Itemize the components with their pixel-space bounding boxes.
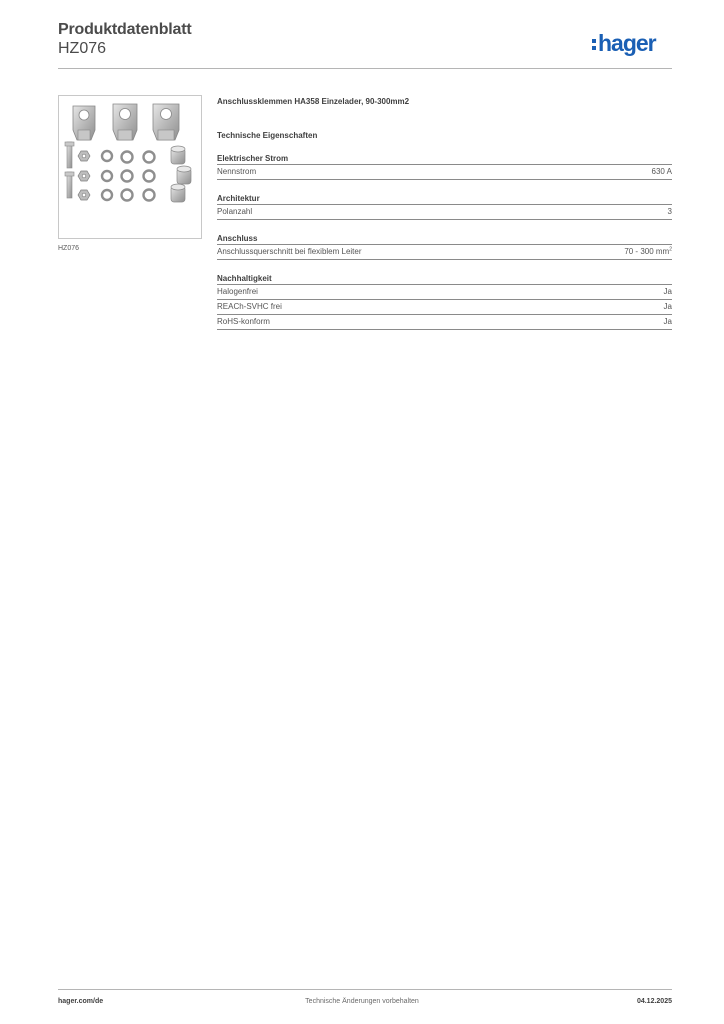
spec-group-elektrischer-strom xyxy=(217,153,672,180)
sleeve-icon xyxy=(171,146,191,202)
spec-group-anschluss xyxy=(217,233,672,260)
spec-row xyxy=(217,300,672,315)
spec-row xyxy=(217,165,672,180)
spec-value: Ja xyxy=(663,302,672,311)
spec-value-superscript: 2 xyxy=(669,246,672,253)
spec-value: 3 xyxy=(667,207,672,216)
spec-row xyxy=(217,245,672,260)
logo-dots-icon xyxy=(592,39,596,50)
image-caption: HZ076 xyxy=(58,245,80,252)
product-image xyxy=(58,95,202,239)
spec-value: 630 A xyxy=(651,167,672,176)
hager-logo[interactable] xyxy=(592,28,656,58)
spec-row xyxy=(217,315,672,330)
product-description: Anschlussklemmen HA358 Einzelader, 90-300mm2 xyxy=(217,97,410,106)
nut-icon xyxy=(78,151,90,200)
lug-icon xyxy=(153,104,179,140)
spec-row xyxy=(217,285,672,300)
header-divider xyxy=(58,68,672,69)
lug-icon xyxy=(113,104,137,140)
spec-value-wrap xyxy=(624,245,672,259)
spec-value: 70 - 300 mm xyxy=(624,247,670,256)
group-title: Elektrischer Strom xyxy=(217,153,672,165)
spec-label: REACh-SVHC frei xyxy=(217,302,282,311)
spec-value: Ja xyxy=(663,317,672,326)
spec-label: Anschlussquerschnitt bei flexiblem Leiter xyxy=(217,247,362,256)
spec-label: RoHS-konform xyxy=(217,317,270,326)
lug-icon xyxy=(73,106,95,140)
product-details xyxy=(217,96,672,330)
spec-label: Polanzahl xyxy=(217,207,253,216)
footer-date: 04.12.2025 xyxy=(636,998,672,1005)
header-title: Produktdatenblatt xyxy=(58,21,192,38)
spec-label: Nennstrom xyxy=(217,167,257,176)
group-title: Anschluss xyxy=(217,233,672,245)
footer-disclaimer: Technische Änderungen vorbehalten xyxy=(305,998,419,1005)
bolt-icon xyxy=(65,142,74,198)
spec-row xyxy=(217,205,672,220)
footer-divider xyxy=(58,989,672,990)
group-title: Architektur xyxy=(217,193,672,205)
spec-value: Ja xyxy=(663,287,672,296)
washer-icon xyxy=(102,151,155,201)
footer-website-link[interactable]: hager.com/de xyxy=(58,998,104,1005)
spec-label: Halogenfrei xyxy=(217,287,258,296)
product-code: HZ076 xyxy=(58,40,107,57)
terminal-kit-illustration xyxy=(59,96,201,238)
section-heading: Technische Eigenschaften xyxy=(217,131,318,140)
spec-group-architektur xyxy=(217,193,672,220)
group-title: Nachhaltigkeit xyxy=(217,273,672,285)
spec-group-nachhaltigkeit xyxy=(217,273,672,330)
logo-text: hager xyxy=(598,30,656,56)
